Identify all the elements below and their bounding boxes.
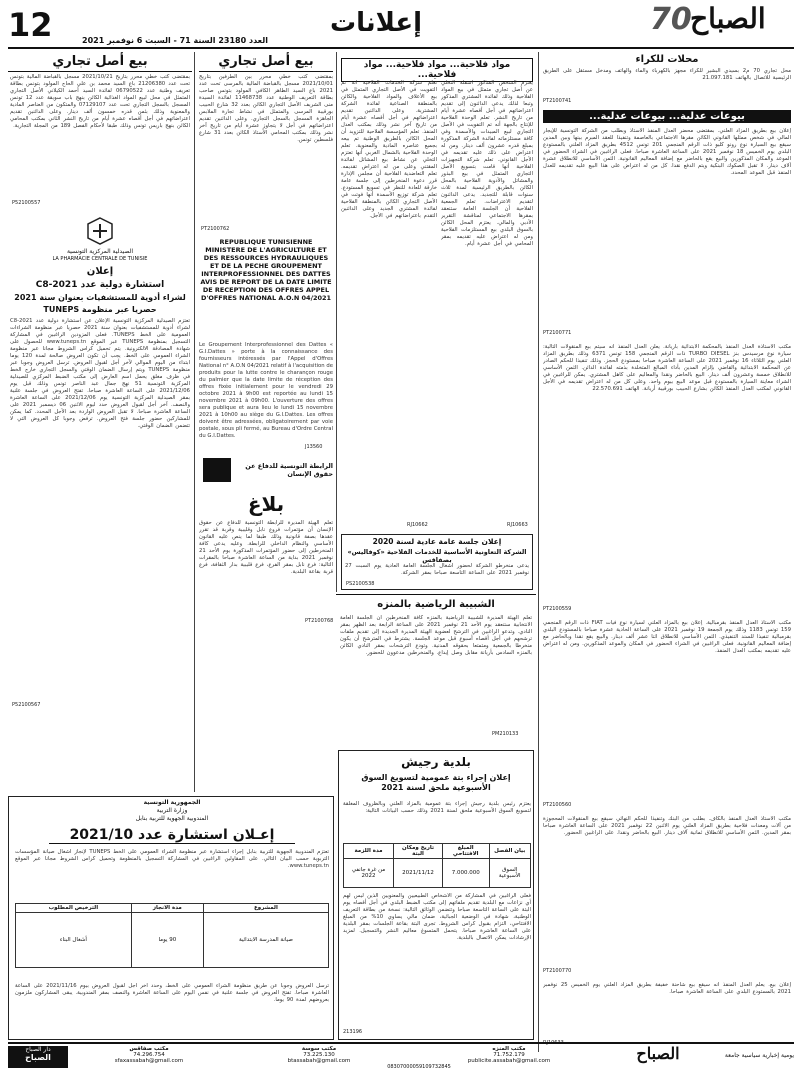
rjiche-title: بلدية رجيش	[401, 755, 471, 769]
rjiche-ref: 213196	[343, 1029, 363, 1035]
masthead-logo	[650, 2, 795, 36]
judicial-body-2: مكتب الأستاذة العدل المنفذ بالمحكمة الابتدائية بأريانة. يعلن العدل المنفذ أنه سيتم بيع المنقولات التالية: سيارة نوع مرسيدس بنز TURBO DIESEL ذات الرقم المنجمي 158 تونس 6371 وذلك بطريق المزاد العلني يوم الثلاثاء 16 نوفمبر 2021 على الساعة العاشرة صباحا بمستودع الحجز. وذلك تنفيذا للحكم الصادر عن المحكمة الابتدائية والقاضي بإلزام المدين بأداء المبالغ المتخلدة بذمته لفائدة الدائن. الثمن الأساسي للانطلاق خمسة وعشرون ألف دينار. البيع بالحاضر ونقدا والمعاليم على كاهل المشتري. يمكن للراغبين في الشراء معاينة السيارة بالمستودع قبل موعد البيع بيوم واحد. وعلى كل من له اعتراض تقديمه في الأجل القانوني لمكتب العدل المنفذ الكائن بشارع الحبيب بورقيبة أريانة. الهاتف 22.570.691	[543, 344, 791, 392]
rjiche-th-2: تاريخ ومكان البتة	[394, 844, 443, 859]
judicial-ref-2: PT2100559	[543, 606, 572, 612]
footer-office-menzah-email[interactable]: publicite.assabah@gmail.com	[467, 1058, 551, 1064]
judicial-body-1: إعلان بيع بطريق المزاد العلني. بمقتضى محضر العدل المنفذ الأستاذ وبطلب من الشركة التونسية للإيجار المالي في شخص ممثلها القانوني الكائن مقرها الاجتماعي بالعاصمة وتنفيذا للعقد المبرم بينها وبين المدين سيقع بيع السيارة نوع رونو كليو ذات الرقم المنجمي 201 تونس 4512 بطريق المزاد العلني بالمستودع البلدي يوم الخميس 18 نوفمبر 2021 على الساعة العاشرة صباحا. فعلى الراغبين في الشراء الحضور في الموعد والمكان المذكورين والبيع يقع بالحاضر مع إضافة المعاليم القانونية. الثمن الأساسي للانطلاق عشرة آلاف دينار. لا تقبل الصكوك البنكية ويتم الدفع نقدا. كل من له اعتراض على هذا البيع عليه تقديمه للعدل المنفذ قبل الموعد المحدد.	[543, 128, 791, 176]
rjiche-th-3: مدة اللزمة	[344, 844, 394, 859]
rjiche-td-1: 7.000.000	[442, 859, 489, 888]
left-column	[8, 52, 192, 792]
footer-office-sfax	[74, 1046, 224, 1064]
footer-office-menzah-phone: 71.752.179	[493, 1052, 525, 1058]
rjiche-subtitle: إعلان إجراء بتة عمومية لتسويغ السوق الأسبوعية ملحق لسنة 2021	[361, 773, 511, 792]
pharmacy-ad-subtitle: استشارة دولية عدد 2021-C8	[35, 280, 165, 290]
footer-office-menzah-name: مكتب المنزه	[492, 1046, 526, 1052]
commerce-sale-body: بمقتضى كتب خطي محرر بتاريخ 2021/10/21 مسجل بالقباضة المالية بتونس تحت عدد 21206380 باع السيد محمد بن علي الحاج المولود بتونس بطاقة تعريف وطنية عدد 06790522 لفائدة السيد أحمد الكيلاني الأصل التجاري المتمثل في محل لبيع المواد الغذائية الكائن بنهج باب سويقة عدد 12 تونس المسجل بالسجل التجاري تحت عدد 07129107 والمتكون من العناصر المادية والمعنوية وذلك بثمن قدره خمسون ألف دينار. وعلى الدائنين تقديم اعتراضاتهم في أجل أقصاه عشرة أيام من تاريخ النشر الثاني بمكتب المحامي الكائن بنهج باريس تونس وذلك طبقا لأحكام الفصل 189 من المجلة التجارية.	[10, 74, 190, 129]
edu-header-3: المندوبية الجهوية للتربية بنابل	[135, 815, 209, 822]
youth-notice	[336, 594, 536, 744]
commerce-sale-ref: P52100557	[12, 200, 41, 206]
commerce-sale-title: بيع أصل تجاري	[8, 54, 192, 72]
balagh-title: بلاغ	[247, 492, 285, 516]
rent-ref: PT2100741	[543, 98, 572, 104]
edu-table	[15, 903, 329, 968]
judicial-body-5: إعلان بيع. يعلم العدل المنفذ أنه سيقع بيع شاحنة خفيفة بطريق المزاد العلني يوم الخميس 25 نوفمبر 2021 بالمستودع البلدي على الساعة العاشرة صباحا.	[543, 982, 791, 995]
pharmacy-name: الصيدلية المركزية التونسية	[66, 248, 134, 255]
coop-subtitle: الشركة التعاونية الأساسية للخدمات الفلاحية «كوفاليس» بصفاقس	[347, 548, 527, 564]
coop-body: يدعى منخرطو الشركة لحضور أشغال الجلسة العامة العادية يوم السبت 27 نوفمبر 2021 على الساعة التاسعة صباحا بمقر الشركة.	[345, 563, 529, 576]
judicial-ref-1: PT2100771	[543, 330, 572, 336]
pharmacy-ad-title: إعلان	[86, 266, 114, 277]
french-notice-title: REPUBLIQUE TUNISIENNE MINISTERE DE L'AGRICULTURE ET DES RESSOURCES HYDRAULIQUES ET DE LA PECHE GROUPEMENT INTERPROFESSIONNEL DES DATTES AVIS DE REPORT DE LA DATE LIMITE DE RECEPTION DES OFFRES APPEL D'OFFRES NATIONAL A.O.N 04/2021	[200, 238, 332, 302]
footer-side-logo-bottom: الصباح	[25, 1053, 51, 1062]
edu-table-wrap	[15, 903, 329, 968]
judicial-body-4: مكتب الأستاذ العدل المنفذ بالكاف. بطلب من البنك وتنفيذا للحكم النهائي سيقع بيع المنقولات المحجوزة من آلات ومعدات فلاحية بطريق المزاد العلني يوم الاثنين 22 نوفمبر 2021 على الساعة العاشرة صباحا بمقر المدين. الثمن الأساسي للانطلاق ثمانية آلاف دينار. البيع بالحاضر ونقدا. على الراغبين الحضور.	[543, 816, 791, 836]
pharmacy-ad-ref: P52100567	[12, 702, 41, 708]
footer-office-sousse-email[interactable]: btassabah@gmail.com	[287, 1058, 351, 1064]
pharmacy-name-fr: LA PHARMACIE CENTRALE DE TUNISIE	[52, 256, 148, 262]
coop-title: إعلان جلسة عامة عادية لسنة 2020	[372, 537, 502, 546]
commerce-sale2-ref: PT2100762	[201, 226, 230, 232]
footer-logo: الصباح	[636, 1044, 680, 1063]
edu-th-duration: مدة الانجاز	[131, 904, 203, 913]
commerce-sale2-title: بيع أصل تجاري	[199, 54, 333, 72]
rjiche-td-0: السوق الأسبوعية	[489, 859, 531, 888]
pharmacy-ad-line: لشراء أدوية للمستشفيات بعنوان سنة 2021	[14, 293, 186, 302]
footer-office-sfax-name: مكتب صفاقس	[129, 1046, 169, 1052]
youth-body: تعلم الهيئة المديرة للشبيبة الرياضية بالمنزه كافة المنخرطين أن الجلسة العامة الانتخابية ستنعقد يوم الأحد 21 نوفمبر 2021 على الساعة الرابعة بعد الظهر بمقر النادي. وتدعو الراغبين في الترشح لعضوية الهيئة المديرة الجديدة إلى تقديم ملفات ترشحهم في أجل أقصاه أسبوع قبل موعد الجلسة. يشترط في المترشح أن يكون منخرطا بالجمعية ومتمتعا بحقوقه المدنية. وتودع الترشحات بمقر النادي الكائن بالمنزه السادس بأريانة مقابل وصل إيداع. والمنخرطين مدعوون للحضور.	[340, 615, 532, 656]
judicial-ref-3: PT2100560	[543, 802, 572, 808]
rjiche-th-1: المبلغ الافتتاحي	[442, 844, 489, 859]
agri-ref-1: RJ10663	[507, 522, 528, 528]
coop-notice	[341, 534, 533, 590]
rjiche-table-wrap	[343, 843, 531, 888]
section-title: إعلانات	[330, 8, 423, 38]
pharmacy-logo-icon	[82, 216, 118, 246]
education-notice	[8, 796, 334, 1040]
judicial-ref-4: PT2100770	[543, 968, 572, 974]
french-notice-body: Le Groupement Interprofessionnel des Dattes « G.I.Dattes » porte à la connaissance des fournisseurs intéressés par l'Appel d'Offres National n° A.O.N 04/2021 relatif à l'acquisition de produits pour la lutte contre le charançon rouge du palmier que la date limite de réception des offres fixée initialement pour le vendredi 29 octobre 2021 à 9h00 est reportée au lundi 15 novembre 2021 à 09h00. L'ouverture des offres sera publique et aura lieu le lundi 15 novembre 2021 à 10h00 au siège du G.I.Dattes. Les offres doivent être adressées, obligatoirement par voie postale, sous pli fermé, au Bureau d'Ordre Central du G.I.Dattes.	[199, 342, 333, 439]
agri-ref-2: RJ10662	[407, 522, 428, 528]
agri-banner: مواد فلاحية... مواد فلاحية... مواد فلاحية...	[341, 58, 533, 82]
youth-ref: PM210133	[492, 731, 519, 737]
rjiche-th-0: بيان الفصل	[489, 844, 531, 859]
edu-title: إعـلان استشارة عدد 2021/10	[49, 827, 295, 844]
page-number: 12	[8, 6, 53, 44]
rjiche-td-3: من غرة جانفي 2022	[344, 859, 394, 888]
edu-td-duration: 90 يوما	[131, 913, 203, 968]
youth-title: الشبيبة الرياضية بالمنزه	[377, 599, 495, 610]
footer-side-logo	[8, 1046, 68, 1068]
rent-body: محل تجاري 70 م2 بسيدي البشير للكراء مجهز بالكهرباء والماء والهاتف ومدخل مستقل على الطريق الرئيسية للاتصال بالهاتف 21.097.181	[543, 68, 791, 81]
header-rule	[8, 47, 794, 49]
coop-ref: PS2100538	[346, 581, 375, 587]
balagh-body: تعلم الهيئة المديرة للرابطة التونسية للدفاع عن حقوق الإنسان أن مؤتمرات فروع نابل وقليبية وقربة قد تقرر عقدها بصفة قانونية وذلك طبقا لما ينص عليه القانون الأساسي والنظام الداخلي للرابطة. وعليه يدعى كافة المنخرطين إلى حضور المؤتمرات المذكورة يوم الأحد 21 نوفمبر 2021 بداية من الساعة العاشرة صباحا بالمقرات التالية: فرع نابل بمقر الفرع، فرع قليبية بدار الثقافة، فرع قربة بقاعة البلدية.	[199, 520, 333, 575]
edu-body: تعتزم المندوبية الجهوية للتربية بنابل إجراء استشارة عبر منظومة الشراء العمومي على الخط TUNEPS لإنجاز أشغال صيانة المؤسسات التربوية حسب البيان التالي. على المقاولين الراغبين في المشاركة التسجيل بالمنظومة وتحميل كراس الشروط مجانا عبر الموقع www.tuneps.tn.	[15, 849, 329, 869]
logo-seventy: 70	[650, 2, 692, 37]
page-footer	[8, 1042, 794, 1068]
footer-office-menzah	[414, 1046, 604, 1064]
pharmacy-ad-line2: حصريا عبر منظومة TUNEPS	[43, 305, 157, 314]
rjiche-body-2: فعلى الراغبين في المشاركة من الأشخاص الطبيعيين والمعنويين الذين ليس لهم أي نزاعات مع البلدية تقديم ملفاتهم إلى مكتب الضبط البلدي في أجل أقصاه يوم البتة على الساعة التاسعة صباحا وتتضمن الوثائق التالية: نسخة من بطاقة التعريف الوطنية، شهادة في الوضعية الجبائية، ضمان مالي يساوي 10% من المبلغ الافتتاحي، التزام بقبول كراس الشروط. تجرى البتة بقاعة الجلسات بمقر البلدية على الساعة العاشرة صباحا. يتحمل المتسوغ معاليم النشر والتسجيل. لمزيد الإرشادات يمكن الاتصال بالبلدية.	[343, 893, 531, 941]
footer-office-sousse-name: مكتب سوسة	[301, 1046, 337, 1052]
judicial-banner: بيوعات عدلية... بيوعات عدلية...	[543, 110, 791, 123]
edu-td-permit: أشغال البناء	[16, 913, 132, 968]
rjiche-notice	[338, 750, 534, 1040]
agri-col-right: يعتزم الشخص المذكور أسفله التخلي عن أصل تجاري متمثل في بيع المواد الفلاحية وذلك لفائدة المشتري المذكور وتبعا لذلك يدعى الدائنون إلى تقديم اعتراضاتهم في أجل أقصاه عشرة أيام من تاريخ النشر. تعلم الوحدة الفلاحية للإنتاج بالجهة أنه تم التفويت في الأصل التجاري لبيع المبيدات والأسمدة وفي كافة مستلزماته لفائدة الشركة المذكورة بمبلغ قدره عشرون ألف دينار. ومن له اعتراض على ذلك عليه تقديمه في الأجل القانوني. تعلم شركة التجهيزات الفلاحية أنها قامت بتسويغ الأصل التجاري المتمثل في بيع البذور والمشاتل والأدوية الفلاحية بالمحل الكائن بالطريق الرئيسية لمدة ثلاث سنوات قابلة للتجديد. يدعى الدائنون لتقديم الاعتراضات. تعلم الجمعية الفلاحية أن الجلسة العامة ستنعقد بمقرها الاجتماعي لمناقشة التقرير الأدبي والمالي. يعتزم المحل الكائن بالسوق البلدي بيع المستلزمات الفلاحية ومن له اعتراض عليه تقديمه بمقر المحامي في أجل عشرة أيام.	[441, 80, 533, 247]
edu-th-project: المشروع	[203, 904, 328, 913]
balagh-ref: PT2100768	[305, 618, 334, 624]
footer-office-sfax-phone: 74.296.754	[133, 1052, 165, 1058]
issue-line: العدد 23180 السنة 71 - السبت 6 نوفمبر 2021	[82, 36, 268, 45]
rjiche-table	[343, 843, 531, 888]
edu-header-1: الجمهورية التونسية	[143, 799, 201, 806]
center-column	[336, 52, 536, 592]
footer-tagline: يومية إخبارية سياسية جامعة	[724, 1052, 794, 1059]
right-column	[538, 52, 794, 1052]
pharmacy-ad-body: تعتزم الصيدلية المركزية التونسية الإعلان عن استشارة دولية عدد 2021-C8 لشراء أدوية للمستشفيات بعنوان سنة 2021 حصريا عبر منظومة الشراءات العمومية على الخط TUNEPS. فعلى المزودين الراغبين في المشاركة التسجيل بمنظومة TUNEPS عبر الموقع www.tuneps.tn للحصول على شهادة المصادقة الالكترونية. يتم تحميل كراس الشروط مجانا عبر منظومة الشراء العمومي على الخط. يجب أن تكون العروض صالحة لمدة 120 يوما ابتداء من اليوم الموالي لآخر أجل لقبول العروض. ترسل العروض وجوبا عبر منظومة TUNEPS ويتم إرسال الضمان الوقتي والسجل التجاري خارج الخط في ظرف مغلق يحمل اسم العارض إلى مكتب الضبط المركزي للصيدلية المركزية التونسية 51 نهج جمال عبد الناصر تونس وذلك قبل يوم 2021/12/06 على الساعة العاشرة صباحا. تفتح العروض في جلسة علنية بمقر الصيدلية المركزية التونسية يوم 2021/12/06 على الساعة العاشرة والنصف. آخر أجل لقبول العروض حدد ليوم الاثنين 06 ديسمبر 2021 على الساعة العاشرة صباحا. لا تقبل العروض الواردة بعد الأجل المحدد. كما يمكن للمشاركين حضور جلسة فتح العروض. ترفض وجوبا كل العروض التي لا تتضمن الضمان الوقتي.	[10, 318, 190, 429]
league-name: الرابطة التونسية للدفاع عن حقوق الإنسان	[245, 462, 333, 478]
edu-td-project: صيانة المدرسة الابتدائية	[203, 913, 328, 968]
french-notice-ref: J13560	[305, 444, 323, 450]
footer-side-logo-top: دار الصباح	[25, 1046, 51, 1053]
edu-body-2: ترسل العروض وجوبا عن طريق منظومة الشراء العمومي على الخط، وحدد آخر أجل لقبول العروض بيوم 2021/11/16 على الساعة العاشرة صباحا. تفتح العروض في جلسة علنية في نفس اليوم على الساعة العاشرة والنصف بمقر المندوبية. يبقى المشاركون ملزمون بعروضهم لمدة 90 يوما.	[15, 983, 329, 1003]
commerce-sale2-body: بمقتضى كتب خطي محرر بين الطرفين بتاريخ 2021/10/01 مسجل بالقباضة المالية بالمرسى تحت عدد 2021 باع السيد الطاهر الكافي المولود بتونس صاحب بطاقة التعريف الوطنية عدد 11468738 لفائدة السيدة منى الشريف الأصل التجاري الكائن بعدد 32 شارع الحبيب بورقيبة المرسى والمتمثل في نشاط تجارة الملابس الجاهزة المسجل بالسجل التجاري. وعلى الدائنين تقديم اعتراضاتهم في أجل لا يتجاوز عشرة أيام من تاريخ آخر نشر وذلك بمكتب المحامي الأستاذ الكائن بعدد 31 شارع فلسطين تونس.	[199, 74, 333, 143]
judicial-body-3: مكتب الأستاذ العدل المنفذ بقرمبالية. إعلان بيع بالمزاد العلني لسيارة نوع فيات FIAT ذات الرقم المنجمي 159 تونس 1183 وذلك يوم الجمعة 19 نوفمبر 2021 على الساعة الحادية عشرة صباحا بالمستودع البلدي بقرمبالية تنفيذا للسند التنفيذي. الثمن الأساسي للانطلاق اثنا عشر ألف دينار. والبيع يقع نقدا وبالحاضر مع إضافة المعاليم القانونية. فعلى الراغبين في الشراء الحضور في المكان والموعد المذكورين. ومن له اعتراض عليه تقديمه بمكتب العدل المنفذ.	[543, 620, 791, 654]
rjiche-body: يعتزم رئيس بلدية رجيش إجراء بتة عمومية بالمزاد العلني وبالظروف المغلقة لتسويغ السوق الأسبوعية ملحق لسنة 2021 وذلك حسب البيانات التالية:	[343, 801, 531, 814]
logo-text: الصباح	[690, 2, 766, 35]
footer-account: 08307000059109732845	[387, 1064, 451, 1070]
agri-col-left: تعلم شركة الخدمات الفلاحية أنه تم التفويت في الأصل التجاري المتمثل في بيع الأعلاف والمواد الفلاحية والكائن بالمنطقة الصناعية لفائدة الشركة المشترية. وعلى الدائنين تقديم اعتراضاتهم في أجل أقصاه عشرة أيام من تاريخ آخر نشر وذلك بمكتب العدل المنفذ. تعلم المؤسسة الفلاحية للتزويد أن المحل الكائن بالطريق الوطنية تم بيعه بجميع عناصره المادية والمعنوية. تعلم الوحدة الفلاحية بالشمال الغربي أنها تعتزم التخلي عن نشاط بيع المشاتل لفائدة المقتني وعلى من له اعتراض تقديمه. تعلم التعاضدية الفلاحية أن مجلس الإدارة قرر دعوة المنخرطين إلى جلسة عامة خارقة للعادة للنظر في تسويغ المستودع. تعلم شركة توزيع الأسمدة أنها فوتت في الأصل التجاري الكائن بالمنطقة الفلاحية لفائدة المشتري الجديد وعلى الدائنين التقدم باعتراضاتهم في الأجل.	[341, 80, 437, 219]
league-logo-icon	[203, 458, 231, 482]
rjiche-td-2: 2021/11/12	[394, 859, 443, 888]
footer-office-sousse-phone: 73.225.130	[303, 1052, 335, 1058]
edu-header-2: وزارة التربية	[156, 807, 188, 814]
judicial-ref-5: RJ10633	[543, 1040, 564, 1046]
footer-office-sfax-email[interactable]: sfaxassabah@gmail.com	[114, 1058, 184, 1064]
page-header	[0, 0, 800, 50]
mid-column	[194, 52, 334, 792]
rent-title: محلات للكراء	[635, 54, 699, 65]
edu-th-permit: الترخيص المطلوب	[16, 904, 132, 913]
footer-office-sousse	[234, 1046, 404, 1064]
